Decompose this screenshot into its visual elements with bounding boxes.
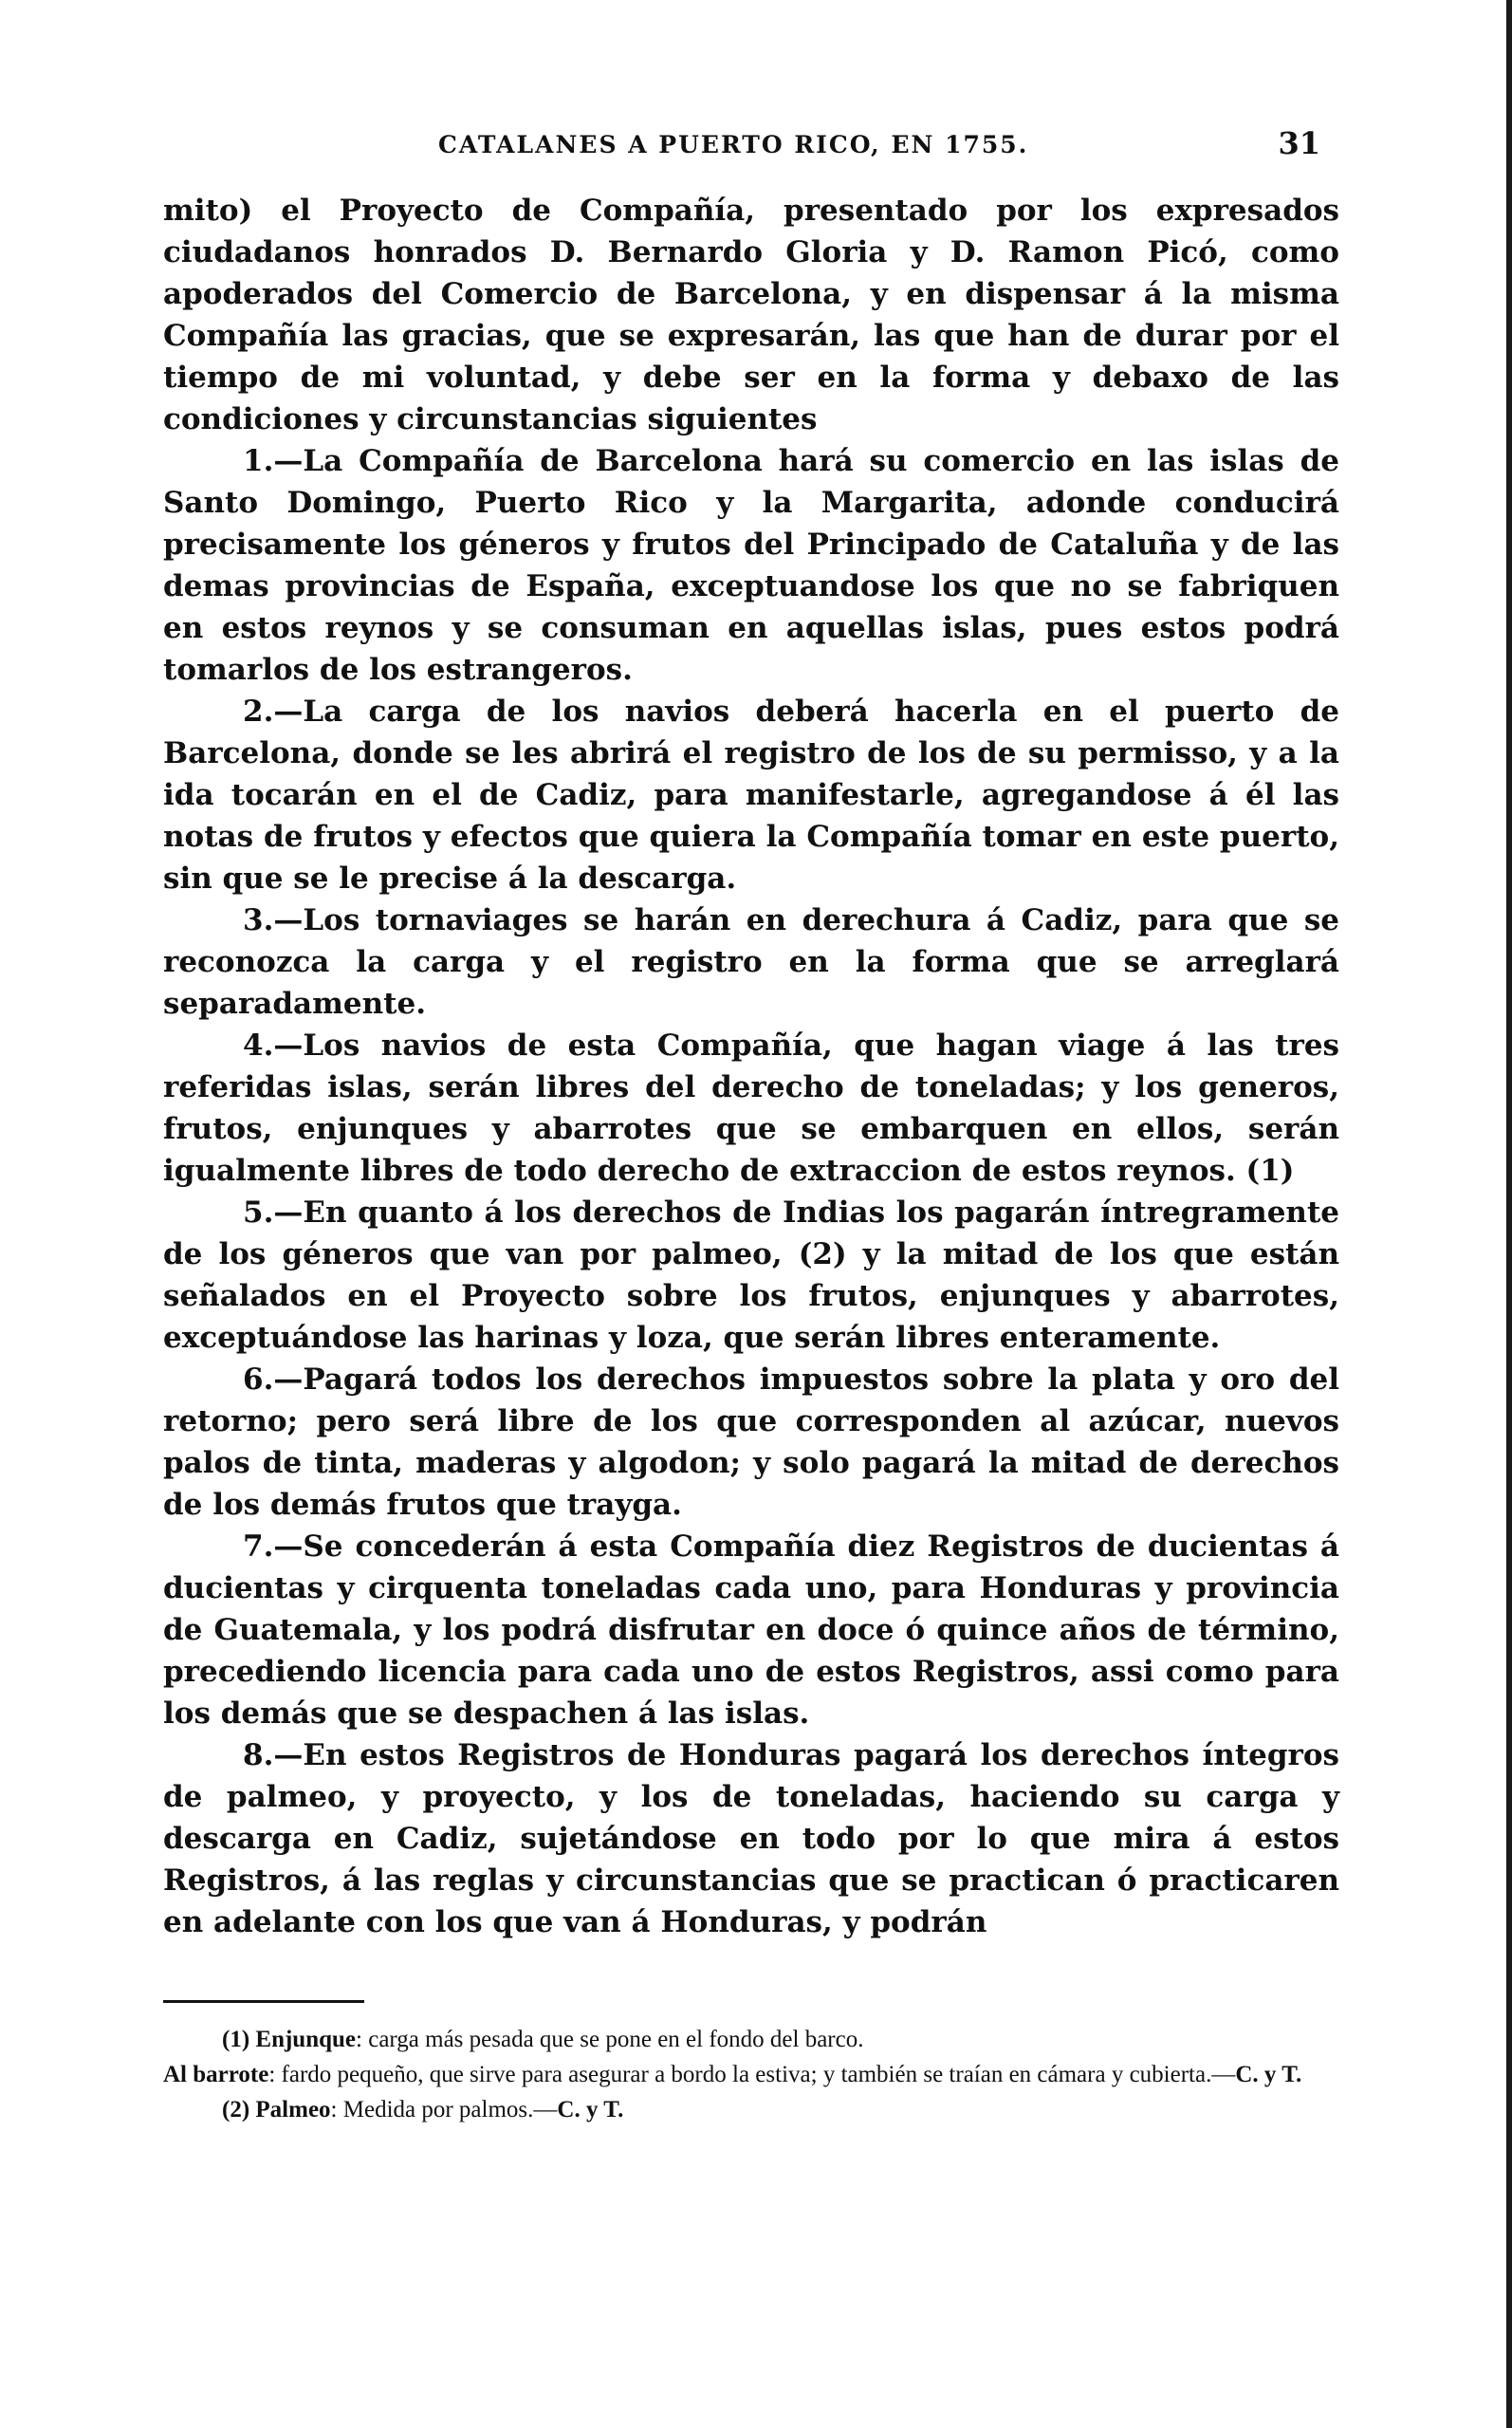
footnote-2-mark: (2) xyxy=(222,2097,250,2122)
intro-paragraph: mito) el Proyecto de Compañía, presentado por los expresados ciudadanos honrados D. Bernardo Gloria y D. Ramon Picó, como apoderados del Comercio de Barcelona, y en dispensar á la misma Compañía las gracias, que se expresarán, las que han de durar por el tiempo de mi voluntad, y debe ser en la forma y debaxo de las condiciones y circunstancias siguientes xyxy=(163,194,1339,436)
article-7: 7.—Se concederán á esta Compañía diez Registros de ducientas á ducientas y cirquenta toneladas cada uno, para Honduras y provincia de Guatemala, y los podrá disfrutar en doce ó quince años de término, precediendo licencia para cada uno de estos Registros, assi como para los demás que se despachen á las islas. xyxy=(163,1529,1339,1731)
page-number: 31 xyxy=(1278,125,1320,161)
page-edge-shadow xyxy=(1506,0,1512,2428)
footnote-2-term-palmeo: Palmeo xyxy=(255,2097,331,2122)
footnote-2-signature: C. y T. xyxy=(557,2097,624,2122)
article-1: 1.—La Compañía de Barcelona hará su comercio en las islas de Santo Domingo, Puerto Rico y la Margarita, adonde conducirá precisamente los géneros y frutos del Principado de Cataluña y de las demas provincias de España, exceptuandose los que no se fabriquen en estos reynos y se consuman en aquellas islas, pues estos podrá tomarlos de los estrangeros. xyxy=(163,444,1339,687)
footnote-2-definition-palmeo: : Medida por palmos.— xyxy=(330,2097,558,2122)
footnote-1-term-enjunque: Enjunque xyxy=(255,2027,357,2052)
article-3: 3.—Los tornaviages se harán en derechura á Cadiz, para que se reconozca la carga y el registro en la forma que se arreglará separadamente. xyxy=(163,903,1339,1021)
article-4: 4.—Los navios de esta Compañía, que hagan viage á las tres referidas islas, serán libres del derecho de toneladas; y los generos, frutos, enjunques y abarrotes que se embarquen en ellos, serán igualmente libres de todo derecho de extraccion de estos reynos. (1) xyxy=(163,1029,1339,1188)
footnote-1-definition-enjunque: : carga más pesada que se pone en el fondo del barco. xyxy=(356,2027,864,2052)
body-text xyxy=(163,190,1339,1943)
article-5: 5.—En quanto á los derechos de Indias los pagarán íntregramente de los géneros que van por palmeo, (2) y la mitad de los que están señalados en el Proyecto sobre los frutos, enjunques y abarrotes, exceptuándose las harinas y loza, que serán libres enteramente. xyxy=(163,1195,1339,1355)
footnote-1-signature: C. y T. xyxy=(1235,2062,1302,2087)
book-page xyxy=(163,114,1339,2127)
footnote-2 xyxy=(163,2092,1339,2127)
footnote-divider xyxy=(163,2000,364,2003)
footnote-1 xyxy=(163,2022,1339,2057)
footnote-1-mark: (1) xyxy=(222,2027,250,2052)
running-head xyxy=(163,114,1339,171)
footnotes xyxy=(163,2022,1339,2127)
footnote-1-continued xyxy=(163,2057,1339,2092)
running-title: CATALANES A PUERTO RICO, EN 1755. xyxy=(438,131,1029,158)
article-8: 8.—En estos Registros de Honduras pagará los derechos íntegros de palmeo, y proyecto, y los de toneladas, haciendo su carga y descarga en Cadiz, sujetándose en todo por lo que mira á estos Registros, á las reglas y circunstancias que se practican ó practicaren en adelante con los que van á Honduras, y podrán xyxy=(163,1738,1339,1939)
footnote-1-term-barrote: Al barrote xyxy=(163,2062,269,2087)
footnote-1-definition-barrote: : fardo pequeño, que sirve para asegurar a bordo la estiva; y también se traían en cámara y cubierta.— xyxy=(268,2062,1236,2087)
article-6: 6.—Pagará todos los derechos impuestos sobre la plata y oro del retorno; pero será libre de los que corresponden al azúcar, nuevos palos de tinta, maderas y algodon; y solo pagará la mitad de derechos de los demás frutos que trayga. xyxy=(163,1362,1339,1522)
article-2: 2.—La carga de los navios deberá hacerla en el puerto de Barcelona, donde se les abrirá el registro de los de su permisso, y a la ida tocarán en el de Cadiz, para manifestarle, agregandose á él las notas de frutos y efectos que quiera la Compañía tomar en este puerto, sin que se le precise á la descarga. xyxy=(163,695,1339,896)
